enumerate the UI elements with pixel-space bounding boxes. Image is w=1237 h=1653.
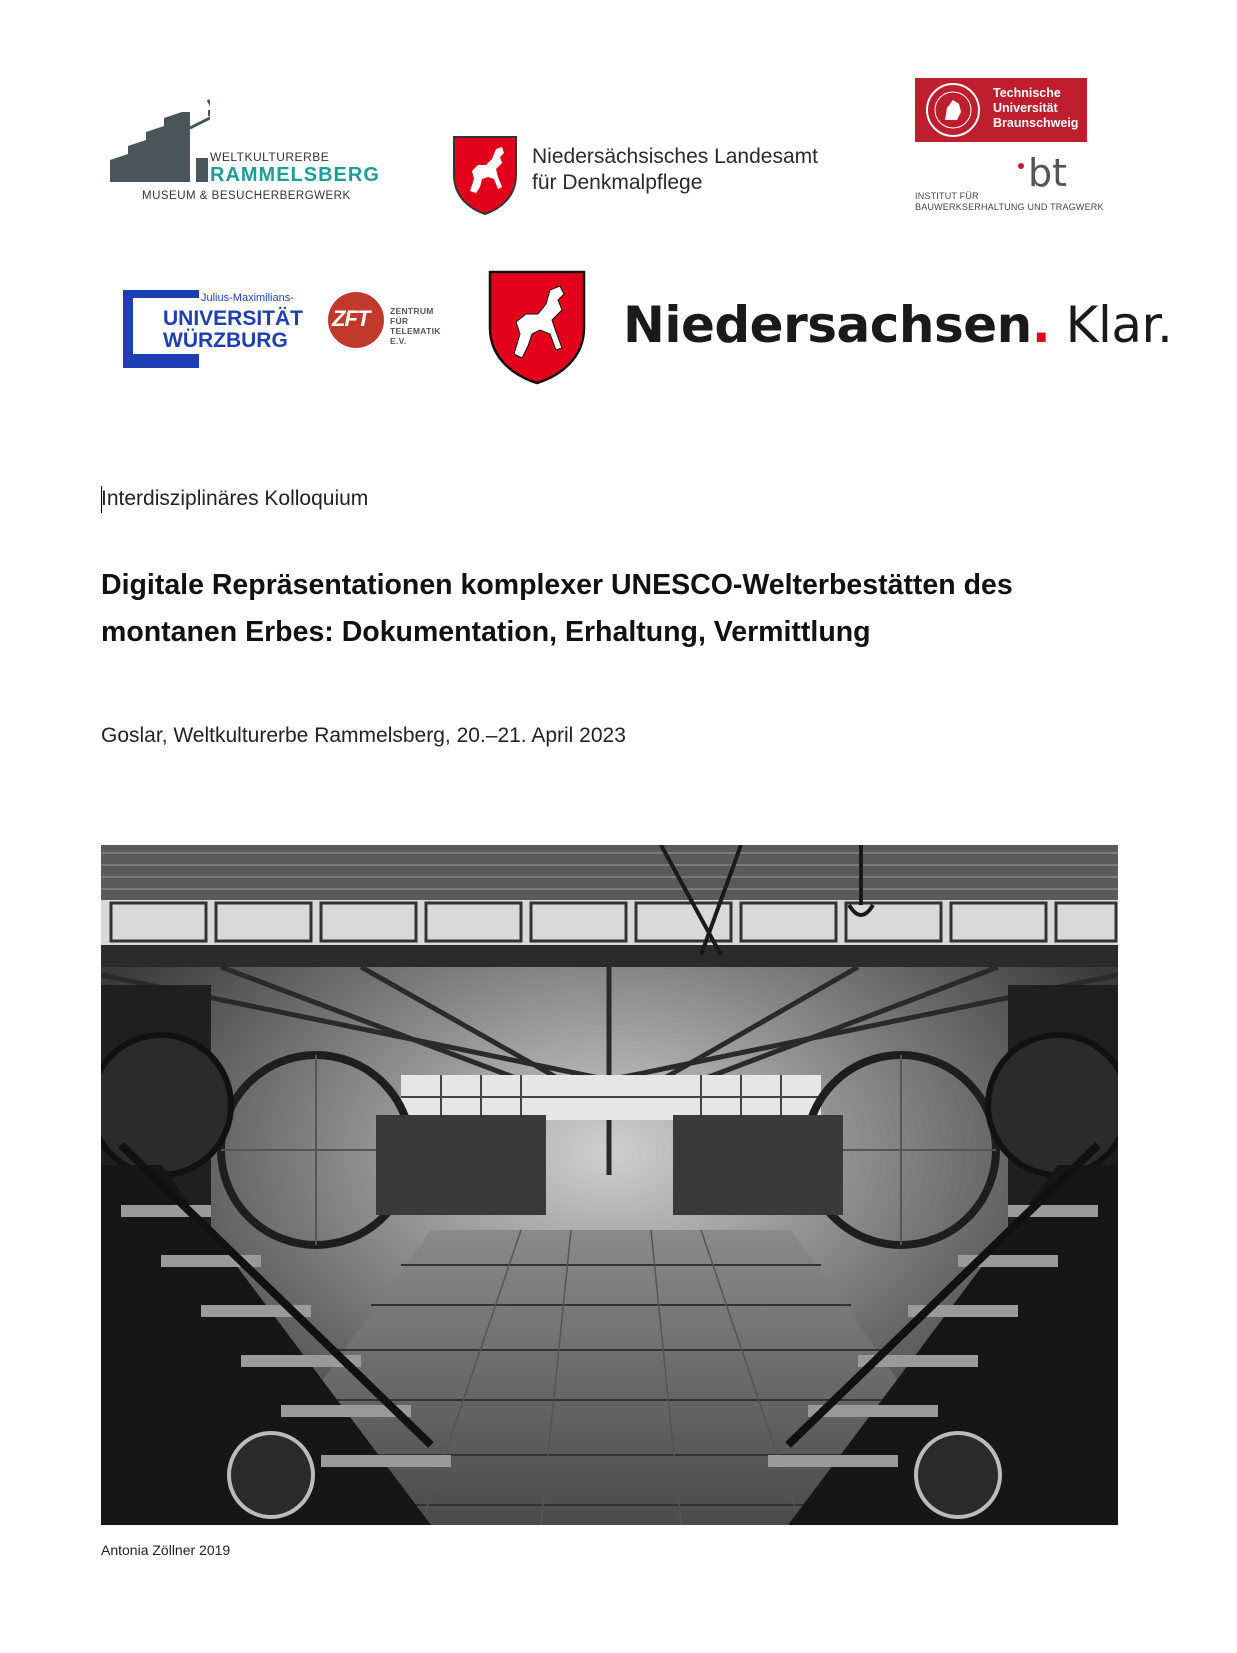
horse-shield-icon	[452, 135, 518, 215]
niedersachsen-word: Niedersachsen	[623, 296, 1032, 354]
wuerzburg-line3: WÜRZBURG	[163, 329, 288, 352]
zft-line1: ZENTRUM	[390, 306, 434, 316]
tubs-line2: Universität	[993, 101, 1058, 115]
ibt-logo	[915, 151, 1105, 215]
tubs-line3: Braunschweig	[993, 116, 1079, 130]
tubs-seal-icon	[921, 78, 985, 142]
photo-credit: Antonia Zöllner 2019	[101, 1542, 231, 1558]
title-line-2: montanen Erbes: Dokumentation, Erhaltung, Vermittlung	[101, 616, 871, 648]
zft-line3: TELEMATIK E.V.	[390, 326, 441, 346]
wuerzburg-line1: Julius-Maximilians-	[201, 292, 294, 304]
document-title	[101, 562, 1151, 656]
place-date: Goslar, Weltkulturerbe Rammelsberg, 20.–21. April 2023	[101, 724, 626, 747]
industrial-hall-photo	[101, 845, 1118, 1525]
niedersachsen-wordmark	[623, 296, 1172, 354]
ibt-mark: bt	[1028, 151, 1068, 195]
niedersachsen-horse-shield-icon	[488, 270, 586, 385]
wuerzburg-line2: UNIVERSITÄT	[163, 307, 304, 330]
rammelsberg-line1: WELTKULTURERBE	[210, 150, 330, 164]
niedersachsen-suffix: Klar.	[1050, 296, 1173, 354]
rammelsberg-logo	[110, 98, 390, 213]
tubs-line1: Technische	[993, 86, 1061, 100]
zft-logo	[328, 292, 458, 352]
ibt-dot	[1018, 163, 1024, 169]
zft-line2: FÜR	[390, 316, 409, 326]
tu-braunschweig-logo	[915, 78, 1087, 142]
nld-line2: für Denkmalpflege	[532, 171, 703, 194]
niedersachsen-dot: .	[1031, 296, 1051, 354]
rammelsberg-building-icon	[110, 98, 210, 188]
kicker: Interdisziplinäres Kolloquium	[101, 487, 369, 510]
title-line-1: Digitale Repräsentationen komplexer UNESCO-Welterbestätten des	[101, 569, 1013, 601]
niedersachsen-logo	[488, 270, 1173, 385]
ibt-line2: BAUWERKSERHALTUNG UND TRAGWERK	[915, 202, 1104, 212]
zft-mark: ZFT	[332, 306, 370, 331]
nld-logo	[452, 135, 852, 225]
rammelsberg-line3: MUSEUM & BESUCHERBERGWERK	[142, 190, 351, 202]
wuerzburg-logo	[123, 290, 304, 368]
nld-line1: Niedersächsisches Landesamt	[532, 145, 818, 168]
hall-illustration	[101, 845, 1118, 1525]
ibt-line1: INSTITUT FÜR	[915, 191, 979, 201]
rammelsberg-line2: RAMMELSBERG	[210, 164, 380, 186]
